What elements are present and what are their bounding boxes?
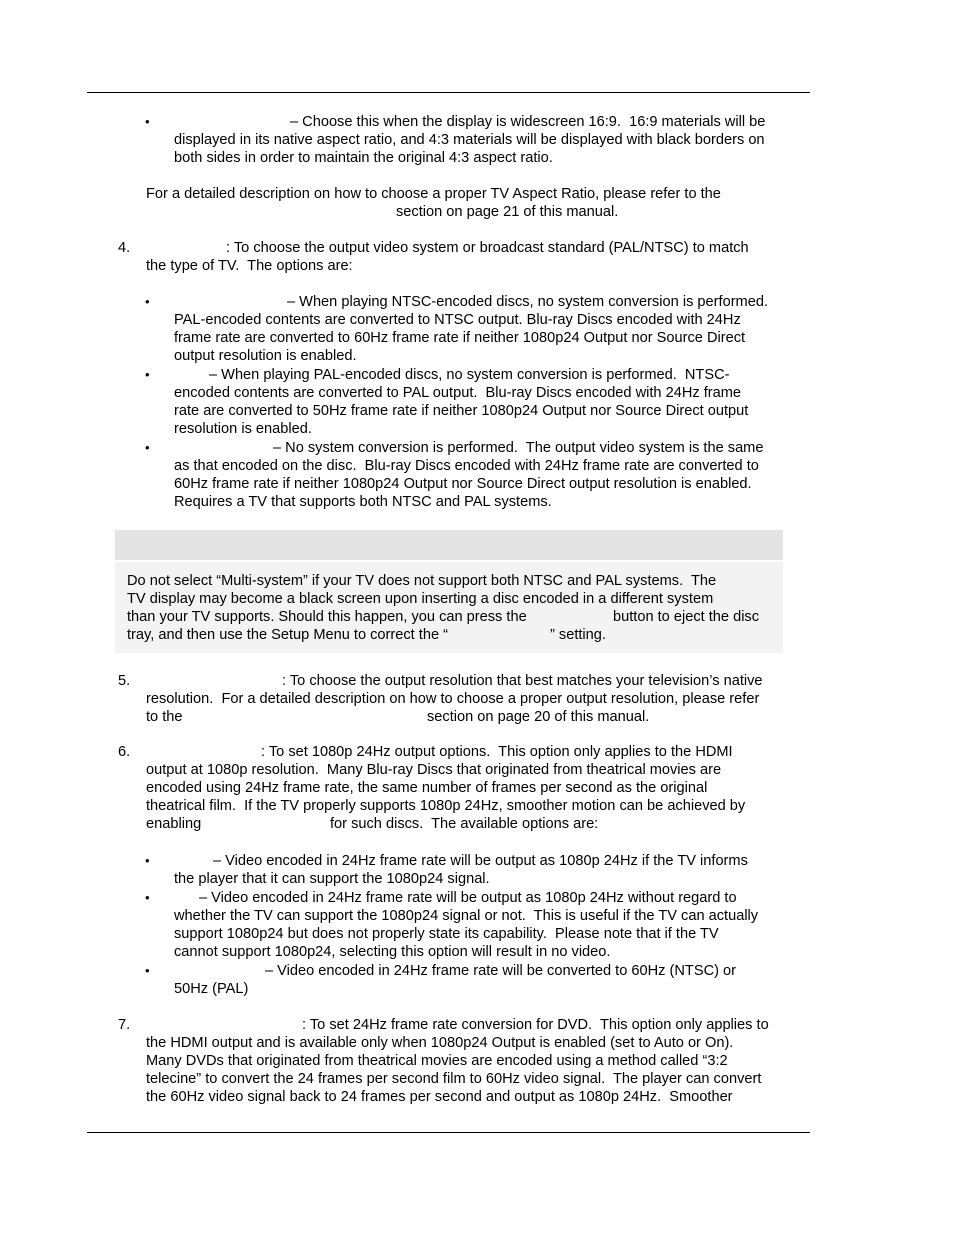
aspect-ratio-reference: section on page 21 of this manual. bbox=[396, 204, 619, 220]
multisystem-option-text: – No system conversion is performed. The output video system is the same bbox=[273, 440, 764, 456]
multisystem-option-text: Requires a TV that supports both NTSC and PAL systems. bbox=[174, 494, 552, 510]
item5-text: : To choose the output resolution that best matches your television’s native bbox=[282, 673, 763, 689]
off-option-text: – Video encoded in 24Hz frame rate will be converted to 60Hz (NTSC) or bbox=[265, 963, 737, 979]
widescreen-option-text: – Choose this when the display is widescreen 16:9. 16:9 materials will be bbox=[290, 114, 766, 130]
header-rule bbox=[87, 92, 810, 93]
ntsc-option-text: PAL-encoded contents are converted to NTSC output. Blu-ray Discs encoded with 24Hz bbox=[174, 312, 741, 328]
bullet: • bbox=[145, 963, 150, 978]
note-header bbox=[115, 530, 783, 560]
item6-text: : To set 1080p 24Hz output options. This option only applies to the HDMI bbox=[261, 744, 733, 760]
item-number: 7. bbox=[118, 1017, 131, 1033]
bullet: • bbox=[145, 114, 150, 129]
item4-text: the type of TV. The options are: bbox=[146, 258, 353, 274]
note-text: tray, and then use the Setup Menu to correct the “ bbox=[127, 627, 448, 643]
note-text: ” setting. bbox=[550, 627, 606, 643]
ntsc-option-text: – When playing NTSC-encoded discs, no system conversion is performed. bbox=[287, 294, 768, 310]
widescreen-option-text: displayed in its native aspect ratio, and 4:3 materials will be displayed with black borders on bbox=[174, 132, 765, 148]
item4-text: : To choose the output video system or broadcast standard (PAL/NTSC) to match bbox=[226, 240, 749, 256]
pal-option-text: encoded contents are converted to PAL output. Blu-ray Discs encoded with 24Hz frame bbox=[174, 385, 742, 401]
multisystem-option-text: 60Hz frame rate if neither 1080p24 Output nor Source Direct output resolution is enabled. bbox=[174, 476, 752, 492]
footer-rule bbox=[87, 1132, 810, 1133]
on-option-text: whether the TV can support the 1080p24 signal or not. This is useful if the TV can actually bbox=[174, 908, 759, 924]
item7-text: : To set 24Hz frame rate conversion for DVD. This option only applies to bbox=[302, 1017, 769, 1033]
ntsc-option-text: output resolution is enabled. bbox=[174, 348, 357, 364]
bullet: • bbox=[145, 890, 150, 905]
item6-text: for such discs. The available options are: bbox=[330, 816, 599, 832]
aspect-ratio-reference: For a detailed description on how to choose a proper TV Aspect Ratio, please refer to the bbox=[146, 186, 721, 202]
widescreen-option-text: both sides in order to maintain the original 4:3 aspect ratio. bbox=[174, 150, 553, 166]
item6-text: encoded using 24Hz frame rate, the same number of frames per second as the original bbox=[146, 780, 708, 796]
note-text: TV display may become a black screen upon inserting a disc encoded in a different system bbox=[127, 591, 714, 607]
item-number: 6. bbox=[118, 744, 131, 760]
bullet: • bbox=[145, 440, 150, 455]
auto-option-text: – Video encoded in 24Hz frame rate will be output as 1080p 24Hz if the TV informs bbox=[213, 853, 748, 869]
auto-option-text: the player that it can support the 1080p24 signal. bbox=[174, 871, 490, 887]
note-text: button to eject the disc bbox=[613, 609, 760, 625]
item-number: 5. bbox=[118, 673, 131, 689]
on-option-text: support 1080p24 but does not properly state its capability. Please note that if the TV bbox=[174, 926, 719, 942]
item5-text: resolution. For a detailed description on how to choose a proper output resolution, please refer bbox=[146, 691, 760, 707]
on-option-text: – Video encoded in 24Hz frame rate will be output as 1080p 24Hz without regard to bbox=[199, 890, 737, 906]
item6-text: output at 1080p resolution. Many Blu-ray Discs that originated from theatrical movies are bbox=[146, 762, 722, 778]
item5-text: to the bbox=[146, 709, 183, 725]
item6-text: enabling bbox=[146, 816, 202, 832]
bullet: • bbox=[145, 367, 150, 382]
pal-option-text: resolution is enabled. bbox=[174, 421, 312, 437]
item7-text: telecine” to convert the 24 frames per second film to 60Hz video signal. The player can convert bbox=[146, 1071, 762, 1087]
item7-text: the 60Hz video signal back to 24 frames per second and output as 1080p 24Hz. Smoother bbox=[146, 1089, 733, 1105]
bullet: • bbox=[145, 294, 150, 309]
pal-option-text: – When playing PAL-encoded discs, no system conversion is performed. NTSC- bbox=[209, 367, 730, 383]
note-text: than your TV supports. Should this happen, you can press the bbox=[127, 609, 527, 625]
off-option-text: 50Hz (PAL) bbox=[174, 981, 249, 997]
item6-text: theatrical film. If the TV properly supports 1080p 24Hz, smoother motion can be achieved by bbox=[146, 798, 746, 814]
on-option-text: cannot support 1080p24, selecting this option will result in no video. bbox=[174, 944, 611, 960]
item7-text: Many DVDs that originated from theatrical movies are encoded using a method called “3:2 bbox=[146, 1053, 728, 1069]
multisystem-option-text: as that encoded on the disc. Blu-ray Discs encoded with 24Hz frame rate are converted to bbox=[174, 458, 759, 474]
ntsc-option-text: frame rate are converted to 60Hz frame rate if neither 1080p24 Output nor Source Direct bbox=[174, 330, 746, 346]
pal-option-text: rate are converted to 50Hz frame rate if neither 1080p24 Output nor Source Direct output bbox=[174, 403, 749, 419]
note-text: Do not select “Multi-system” if your TV does not support both NTSC and PAL systems. The bbox=[127, 573, 717, 589]
bullet: • bbox=[145, 853, 150, 868]
item7-text: the HDMI output and is available only when 1080p24 Output is enabled (set to Auto or On). bbox=[146, 1035, 734, 1051]
item-number: 4. bbox=[118, 240, 131, 256]
item5-text: section on page 20 of this manual. bbox=[427, 709, 650, 725]
